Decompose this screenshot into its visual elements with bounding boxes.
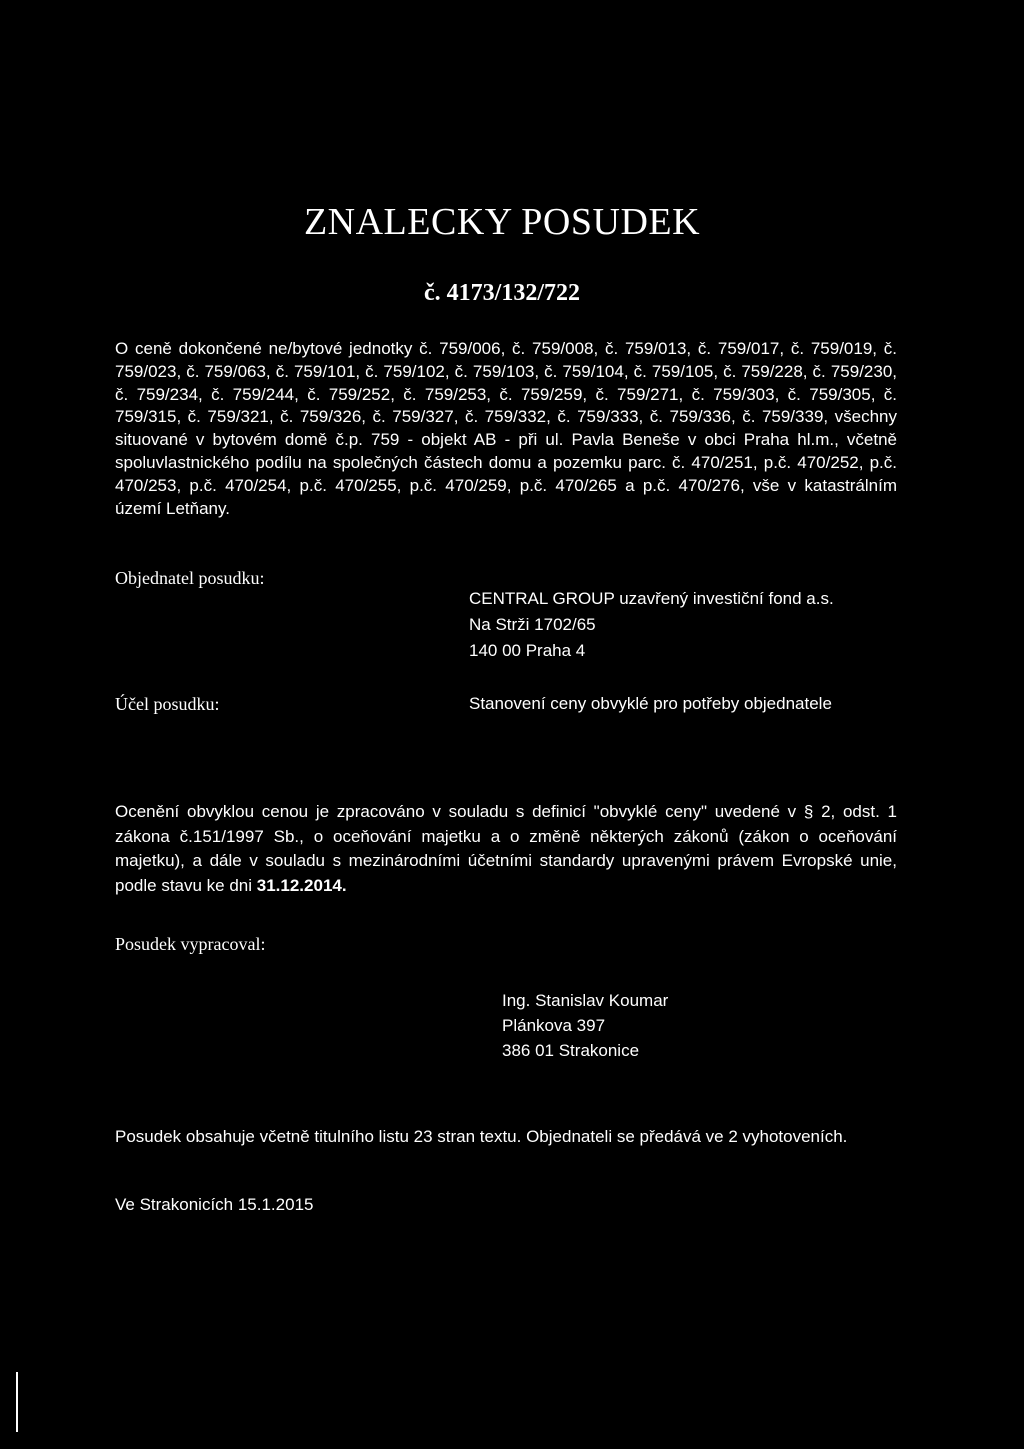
client-label: Objednatel posudku:	[115, 568, 265, 588]
document-number: č. 4173/132/722	[424, 280, 580, 306]
client-city: 140 00 Praha 4	[469, 641, 586, 660]
client-name: CENTRAL GROUP uzavřený investiční fond a.s.	[469, 589, 834, 608]
author-address	[502, 988, 668, 1063]
client-address	[469, 586, 834, 664]
purpose-text: Stanovení ceny obvyklé pro potřeby objednatele	[469, 694, 832, 713]
valuation-paragraph	[115, 800, 897, 898]
author-name: Ing. Stanislav Koumar	[502, 991, 669, 1010]
document-title: ZNALECKY POSUDEK	[303, 201, 701, 243]
author-label: Posudek vypracoval:	[115, 934, 266, 954]
valuation-text: Ocenění obvyklou cenou je zpracováno v souladu s definicí "obvyklé ceny" uvedené v § 2, odst. 1 zákona č.151/1997 Sb., o oceňování majetku a o změně některých zákonů (zákon o oceňování majetku), a dále v souladu s mezinárodními účetními standardy upravenými právem Evropské unie, podle stavu ke dni	[115, 802, 897, 895]
purpose-label: Účel posudku:	[115, 694, 220, 714]
scan-edge-mark	[16, 1372, 18, 1432]
contents-paragraph: Posudek obsahuje včetně titulního listu 23 stran textu. Objednateli se předává ve 2 vyhotoveních.	[115, 1127, 848, 1146]
author-street: Plánkova 397	[502, 1016, 606, 1035]
valuation-date: 31.12.2014.	[256, 875, 347, 895]
place-date: Ve Strakonicích 15.1.2015	[115, 1195, 314, 1214]
author-city: 386 01 Strakonice	[502, 1041, 640, 1060]
subject-paragraph: O ceně dokončené ne/bytové jednotky č. 759/006, č. 759/008, č. 759/013, č. 759/017, č. 759/019, č. 759/023, č. 759/063, č. 759/101, č. 759/102, č. 759/103, č. 759/104, č. 759/105, č. 759/228, č. 759/230, č. 759/234, č. 759/244, č. 759/252, č. 759/253, č. 759/259, č. 759/271, č. 759/303, č. 759/305, č. 759/315, č. 759/321, č. 759/326, č. 759/327, č. 759/332, č. 759/333, č. 759/336, č. 759/339, všechny situované v bytovém domě č.p. 759 - objekt AB - při ul. Pavla Beneše v obci Praha hl.m., včetně spoluvlastnického podílu na společných částech domu a pozemku parc. č. 470/251, p.č. 470/252, p.č. 470/253, p.č. 470/254, p.č. 470/255, p.č. 470/259, p.č. 470/265 a p.č. 470/276, vše v katastrálním území Letňany.	[115, 339, 897, 518]
client-street: Na Strži 1702/65	[469, 615, 596, 634]
